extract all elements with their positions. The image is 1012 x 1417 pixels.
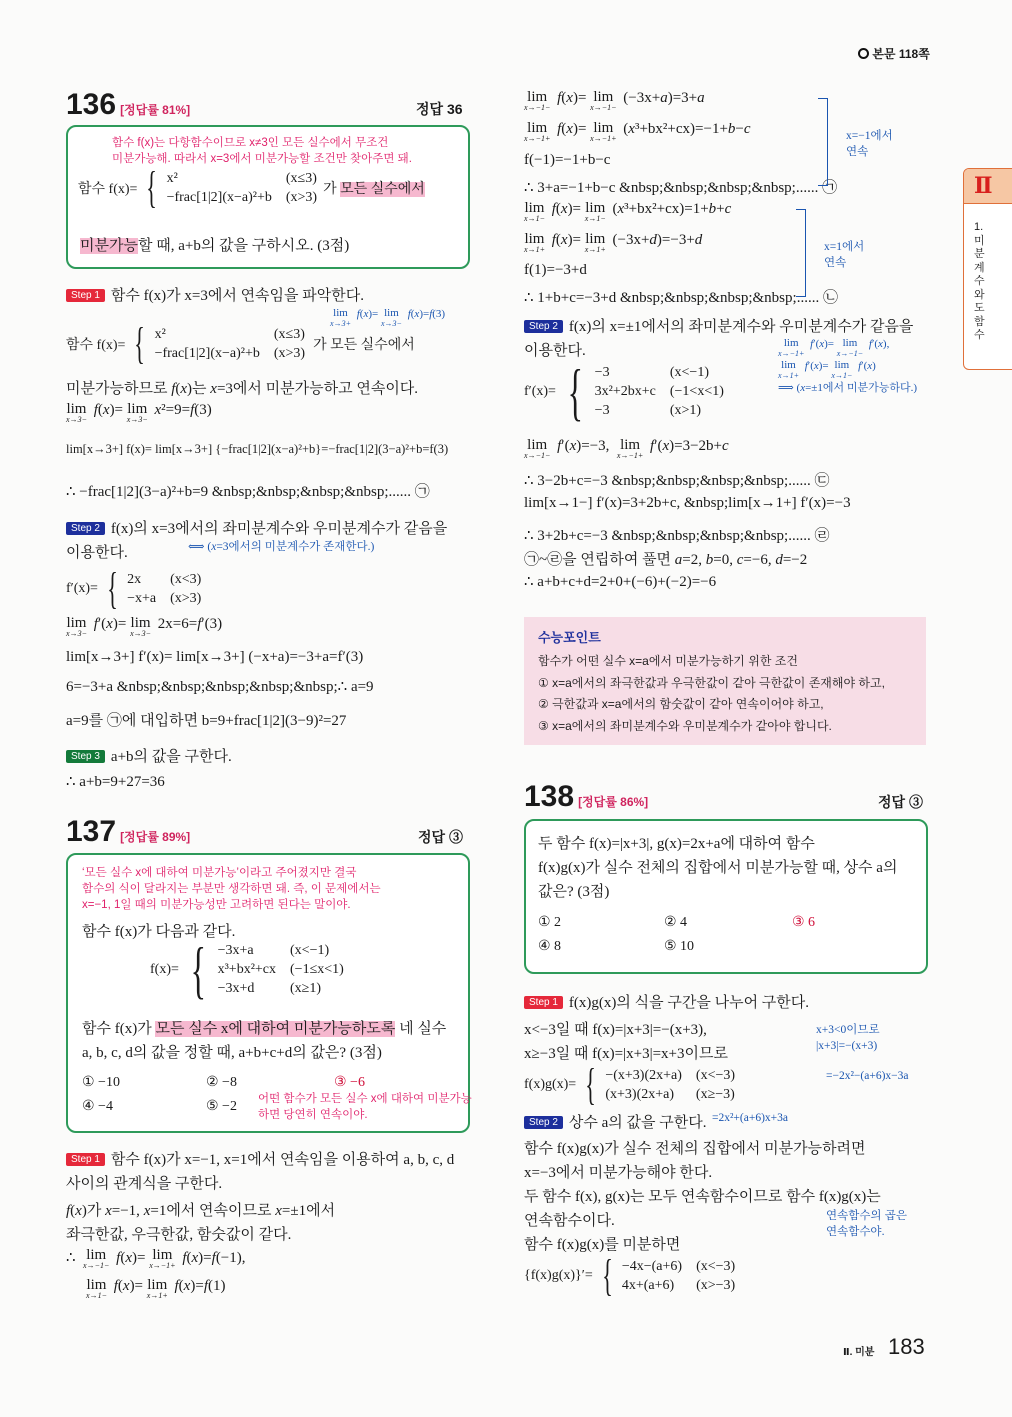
solution-line: f(−1)=−1+b−c xyxy=(524,152,611,168)
abs-note xyxy=(816,1022,880,1054)
solution-line: f(1)=−3+d xyxy=(524,262,587,278)
correct-rate: [정답률 81%] xyxy=(120,103,191,117)
highlight: 미분가능 xyxy=(80,238,138,254)
chapter-tab[interactable] xyxy=(963,168,1012,370)
step-badge: Step 2 xyxy=(524,1116,563,1129)
solution-line: lim x→1− f(x)= lim x→1+ f(x)=f(1) xyxy=(86,1277,226,1300)
case-condition: (x>−3) xyxy=(696,1277,736,1293)
problem-137-function xyxy=(150,934,344,1005)
hint-line: ‘모든 실수 x에 대하여 미분가능’이라고 주어졌지만 결국 xyxy=(82,867,357,879)
choice-1[interactable]: ① 2 xyxy=(538,915,562,930)
step-title: f(x)g(x)의 식을 구간을 나누어 구한다. xyxy=(568,995,810,1011)
step3-136 xyxy=(66,745,232,766)
problem-137-text: 함수 f(x)가 다음과 같다. xyxy=(82,924,236,940)
case-expression: x³+bx²+cx xyxy=(217,962,277,977)
problem-136-header xyxy=(66,88,190,122)
case-expression: x² xyxy=(166,170,178,186)
solution-line: lim[x→3+] f(x)= lim[x→3+] {−frac[1|2](x−a)²+b}=−frac[1|2](3−a)²+b=f(3) xyxy=(66,442,449,456)
hint-line: 함수의 식이 달라지는 부분만 생각하면 돼. 즉, 이 문제에서는 xyxy=(82,883,381,895)
problem-136-text xyxy=(80,234,349,255)
solution-line: 함수 f(x)g(x)를 미분하면 xyxy=(524,1237,681,1253)
solution-line: ∴ −frac[1|2](3−a)²+b=9 &nbsp;&nbsp;&nbsp;&nbsp;...... ㉠ xyxy=(66,484,430,500)
case-condition: (x>3) xyxy=(285,189,318,205)
note-line: x+3<0이므로 xyxy=(816,1024,880,1036)
chapter-char: 도 xyxy=(974,302,985,314)
correct-rate: [정답률 86%] xyxy=(578,795,649,809)
step-badge: Step 2 xyxy=(66,522,105,535)
bracket xyxy=(796,209,806,297)
case-expression: 3x²+2bx+c xyxy=(594,384,656,399)
step-title: a+b의 값을 구한다. xyxy=(110,749,232,765)
page-reference xyxy=(858,45,930,62)
problem-text: 함수 f(x)가 xyxy=(82,1021,156,1037)
function-label: 함수 f(x)= xyxy=(78,182,138,197)
solution-line: ∴ 1+b+c=−3+d &nbsp;&nbsp;&nbsp;&nbsp;...... ㉡ xyxy=(524,290,838,306)
expansion-note: =−2x²−(a+6)x−3a xyxy=(826,1070,909,1082)
function-label: {f(x)g(x)}′= xyxy=(524,1268,593,1283)
step1-tail: 가 모든 실수에서 xyxy=(313,338,415,353)
key-point-title: 수능포인트 xyxy=(538,630,601,645)
solution-line: a=9를 ㉠에 대입하면 b=9+frac[1|2](3−9)²=27 xyxy=(66,713,347,729)
step1-136 xyxy=(66,284,364,305)
key-point-line: ② 극한값과 x=a에서의 함숫값이 같아 연속이어야 하고, xyxy=(538,697,824,711)
key-point-line: 함수가 어떤 실수 x=a에서 미분가능하기 위한 조건 xyxy=(538,654,798,668)
function-label: f(x)g(x)= xyxy=(524,1077,577,1092)
solution-line: ∴ lim x→−1− f(x)= lim x→−1+ f(x)=f(−1), xyxy=(66,1247,246,1270)
correct-rate: [정답률 89%] xyxy=(120,830,191,844)
key-point-line: ③ x=a에서의 좌미분계수와 우미분계수가 같아야 합니다. xyxy=(538,718,832,733)
case-condition: (x<−1) xyxy=(669,365,709,380)
solution-line: ∴ 3+a=−1+b−c &nbsp;&nbsp;&nbsp;&nbsp;...... ㉠ xyxy=(524,180,838,196)
choice-4[interactable]: ④ 8 xyxy=(538,939,562,954)
chapter-char: 1. xyxy=(974,221,984,233)
continuity-note xyxy=(846,128,893,160)
derivative-function xyxy=(524,356,724,427)
solution-line: f(x)가 x=−1, x=1에서 연속이므로 x=±1에서 xyxy=(66,1203,336,1219)
step-badge: Step 1 xyxy=(66,289,105,302)
derivative-function xyxy=(66,564,202,613)
note-line: lim x→1+ f′(x)= lim x→1− f′(x) xyxy=(778,359,876,380)
case-condition: (x≤3) xyxy=(273,326,305,342)
problem-138-text: 값은? (3점) xyxy=(538,884,610,900)
step-badge: Step 2 xyxy=(524,320,563,333)
function-label: f(x)= xyxy=(150,962,179,977)
chapter-title xyxy=(974,221,985,343)
case-expression: −frac[1|2](x−a)²+b xyxy=(166,189,272,205)
hint-line: 하면 당연히 연속이야. xyxy=(258,1109,368,1121)
problem-number: 138 xyxy=(524,780,575,813)
step2-138 xyxy=(524,1111,707,1132)
step-title: f(x)의 x=±1에서의 좌미분계수와 우미분계수가 같음을 xyxy=(568,319,914,335)
solution-line: ∴ 3−2b+c=−3 &nbsp;&nbsp;&nbsp;&nbsp;...... ㉢ xyxy=(524,473,830,489)
function-label: f′(x)= xyxy=(524,384,556,399)
step-badge: Step 1 xyxy=(66,1153,105,1166)
choice-2[interactable]: ② 4 xyxy=(664,915,688,930)
page-number: 183 xyxy=(888,1334,925,1359)
solution-line: lim x→1+ f(x)= lim x→1+ (−3x+d)=−3+d xyxy=(524,231,703,254)
choice-1[interactable]: ① −10 xyxy=(82,1075,120,1090)
answer-136: 정답 36 xyxy=(416,101,463,117)
highlight: 모든 실수 x에 대하여 미분가능하도록 xyxy=(155,1021,396,1037)
chapter-char: 와 xyxy=(974,288,985,301)
hint-line: 어떤 함수가 모든 실수 x에 대하여 미분가능 xyxy=(258,1093,472,1105)
case-condition: (x<3) xyxy=(170,571,202,587)
answer-137: 정답 ③ xyxy=(418,829,463,845)
brace: { xyxy=(107,564,118,613)
solution-line: lim x→1− f(x)= lim x→1− (x³+bx²+cx)=1+b+c xyxy=(524,200,732,223)
chapter-char: 수 xyxy=(974,275,985,287)
key-point-box xyxy=(524,617,926,745)
case-expression: 4x+(a+6) xyxy=(621,1277,675,1293)
solution-line: x=−3에서 미분가능해야 한다. xyxy=(524,1165,713,1181)
note-line: 연속함수의 곱은 xyxy=(826,1210,907,1222)
solution-line: 좌극한값, 우극한값, 함숫값이 같다. xyxy=(66,1227,292,1243)
problem-number: 137 xyxy=(66,815,117,848)
case-expression: −4x−(a+6) xyxy=(621,1258,683,1274)
problem-136-function xyxy=(78,163,425,212)
note-line: 연속 xyxy=(846,146,869,158)
chapter-char: 계 xyxy=(974,261,985,274)
solution-line: lim[x→1−] f′(x)=3+2b+c, &nbsp;lim[x→1+] f′(x)=−3 xyxy=(524,495,851,511)
problem-137-text: a, b, c, d의 값을 정할 때, a+b+c+d의 값은? (3점) xyxy=(82,1045,382,1061)
hint-note xyxy=(82,865,381,913)
case-condition: (x≥−3) xyxy=(695,1086,735,1102)
case-expression: −(x+3)(2x+a) xyxy=(605,1067,682,1083)
function-label: f′(x)= xyxy=(66,581,98,596)
solution-line: x≥−3일 때 f(x)=|x+3|=x+3이므로 xyxy=(524,1046,728,1062)
bracket xyxy=(818,98,828,186)
choice-2[interactable]: ② −8 xyxy=(206,1075,237,1090)
solution-line: lim x→3− f′(x)= lim x→3− 2x=6=f′(3) xyxy=(66,615,223,638)
step-title: f(x)의 x=3에서의 좌미분계수와 우미분계수가 같음을 xyxy=(110,521,448,537)
solution-line: lim x→−1− f′(x)=−3, lim x→−1+ f′(x)=3−2b+c xyxy=(524,437,729,460)
step1-138 xyxy=(524,991,809,1012)
product-derivative xyxy=(524,1251,736,1300)
hint-line: 함수 f(x)는 다항함수이므로 x≠3인 모든 실수에서 무조건 xyxy=(112,137,389,149)
step-title: 상수 a의 값을 구한다. xyxy=(568,1115,707,1131)
expansion-note: =2x²+(a+6)x+3a xyxy=(712,1112,789,1124)
problem-text: 할 때, a+b의 값을 구하시오. (3점) xyxy=(137,238,350,254)
continuity-note xyxy=(826,1208,907,1240)
chapter-roman: Ⅱ xyxy=(974,173,993,198)
solution-line: 함수 f(x)g(x)가 실수 전체의 집합에서 미분가능하려면 xyxy=(524,1141,866,1157)
solution-line: lim x→3− f(x)= lim x→3− x²=9=f(3) xyxy=(66,401,212,424)
chapter-char: 미 xyxy=(974,234,985,247)
solution-line: lim[x→3+] f′(x)= lim[x→3+] (−x+a)=−3+a=f′(3) xyxy=(66,649,364,665)
circle-bullet-icon xyxy=(858,48,869,59)
solution-line: lim x→−1− f(x)= lim x→−1− (−3x+a)=3+a xyxy=(524,89,705,112)
answer-138: 정답 ③ xyxy=(878,794,923,810)
hint-note xyxy=(112,135,412,167)
case-expression: −x+a xyxy=(127,590,157,606)
cases xyxy=(218,943,344,997)
case-expression: −3x+d xyxy=(217,981,255,996)
solution-line: 6=−3+a &nbsp;&nbsp;&nbsp;&nbsp;&nbsp;∴ a=9 xyxy=(66,679,374,695)
note-line: 연속 xyxy=(824,257,847,269)
step-title: 함수 f(x)가 x=−1, x=1에서 연속임을 이용하여 a, b, c, d xyxy=(110,1152,455,1168)
brace: { xyxy=(567,356,583,427)
solution-line: x<−3일 때 f(x)=|x+3|=−(x+3), xyxy=(524,1022,707,1038)
case-expression: −3 xyxy=(594,365,610,380)
tail-text: 가 xyxy=(323,182,341,197)
solution-line: ㉠~㉣을 연립하여 풀면 a=2, b=0, c=−6, d=−2 xyxy=(524,552,808,568)
step2-137 xyxy=(524,315,913,336)
choice-5[interactable]: ⑤ −2 xyxy=(206,1099,237,1114)
problem-137-text xyxy=(82,1017,446,1038)
hint-line: 미분가능해. 따라서 x=3에서 미분가능할 조건만 찾아주면 돼. xyxy=(112,153,412,165)
brace: { xyxy=(602,1251,613,1300)
case-condition: (x<−3) xyxy=(695,1067,736,1083)
problem-number: 136 xyxy=(66,88,117,121)
case-expression: −3x+a xyxy=(217,943,254,958)
note-line: 연속함수야. xyxy=(826,1226,885,1238)
chapter-char: 함 xyxy=(974,315,985,328)
step-badge: Step 3 xyxy=(66,750,105,763)
case-condition: (−1≤x<1) xyxy=(290,962,344,977)
problem-tail xyxy=(323,178,425,198)
case-condition: (x>3) xyxy=(170,590,202,606)
brace: { xyxy=(134,319,146,368)
step2-text: 이용한다. xyxy=(524,343,586,359)
solution-line: 연속함수이다. xyxy=(524,1213,615,1229)
choice-4[interactable]: ④ −4 xyxy=(82,1099,113,1114)
footer-section: Ⅱ. 미분 xyxy=(843,1347,875,1358)
note-line: lim x→−1+ f′(x)= lim x→−1− f′(x), xyxy=(778,337,890,358)
case-condition: (−1<x<1) xyxy=(669,384,724,399)
function-label: 함수 f(x)= xyxy=(66,338,126,353)
step2-text: 이용한다. xyxy=(66,545,128,561)
cases xyxy=(595,365,724,419)
choice-5[interactable]: ⑤ 10 xyxy=(664,939,695,954)
solution-line: ∴ a+b+c+d=2+0+(−6)+(−2)=−6 xyxy=(524,574,717,590)
case-condition: (x>3) xyxy=(273,345,306,361)
case-expression: 2x xyxy=(127,571,142,587)
solution-line: ∴ 3+2b+c=−3 &nbsp;&nbsp;&nbsp;&nbsp;...... ㉣ xyxy=(524,528,830,544)
problem-138-header xyxy=(524,780,648,814)
problem-138-text: 두 함수 f(x)=|x+3|, g(x)=2x+a에 대하여 함수 xyxy=(538,836,815,852)
step-title: 함수 f(x)가 x=3에서 연속임을 파악한다. xyxy=(110,288,364,304)
note-line: x=−1에서 xyxy=(846,130,893,142)
case-expression: −frac[1|2](x−a)²+b xyxy=(154,345,260,361)
key-point-line: ① x=a에서의 좌극한값과 우극한값이 같아 극한값이 존재해야 하고, xyxy=(538,675,885,690)
cases xyxy=(605,1068,735,1103)
solution-line: lim x→−1+ f(x)= lim x→−1+ (x³+bx²+cx)=−1+b−c xyxy=(524,120,751,143)
cases xyxy=(155,327,306,362)
limit-note: lim x→3+ f(x)= lim x→3− f(x)=f(3) xyxy=(330,307,446,328)
hint-note xyxy=(258,1091,472,1123)
brace: { xyxy=(146,163,158,212)
step2-136 xyxy=(66,517,447,538)
key-point-body xyxy=(538,651,885,737)
note-line: ⟹ (x=±1에서 미분가능하다.) xyxy=(778,382,917,394)
note-line: x=1에서 xyxy=(824,241,865,253)
case-condition: (x<−1) xyxy=(290,943,330,958)
hint-line: x=−1, 1일 때의 미분가능성만 고려하면 된다는 말이야. xyxy=(82,899,351,911)
continuity-note xyxy=(824,239,864,271)
note-line: |x+3|=−(x+3) xyxy=(816,1040,878,1052)
cases xyxy=(127,572,201,607)
chapter-tab-header xyxy=(964,169,1012,204)
solution-line: 두 함수 f(x), g(x)는 모두 연속함수이므로 함수 f(x)g(x)는 xyxy=(524,1189,881,1205)
page-reference-text: 본문 118쪽 xyxy=(872,47,930,61)
chapter-char: 수 xyxy=(974,329,985,341)
cases xyxy=(622,1259,735,1294)
case-expression: (x+3)(2x+a) xyxy=(605,1086,674,1102)
brace: { xyxy=(190,934,206,1005)
chapter-char: 분 xyxy=(974,248,985,260)
case-condition: (x≥1) xyxy=(290,981,322,996)
case-expression: −3 xyxy=(594,403,610,418)
choice-3-checked[interactable]: ③ 6 xyxy=(792,915,816,930)
step-badge: Step 1 xyxy=(524,996,563,1009)
solution-line: 미분가능하므로 f(x)는 x=3에서 미분가능하고 연속이다. xyxy=(66,381,419,397)
step1-function xyxy=(66,319,415,368)
problem-text: 네 실수 xyxy=(395,1021,447,1037)
derivative-note xyxy=(778,336,917,396)
problem-138-text: f(x)g(x)가 실수 전체의 집합에서 미분가능할 때, 상수 a의 xyxy=(538,860,898,876)
highlight: 모든 실수에서 xyxy=(340,182,425,197)
case-condition: (x≤3) xyxy=(285,170,317,186)
product-function xyxy=(524,1060,736,1109)
cases xyxy=(167,171,318,206)
case-condition: (x<−3) xyxy=(696,1258,736,1274)
case-expression: x² xyxy=(154,326,166,342)
problem-137-header xyxy=(66,815,190,849)
step1-text: 사이의 관계식을 구한다. xyxy=(66,1176,223,1192)
case-condition: (x>1) xyxy=(669,403,702,418)
final-answer: ∴ a+b=9+27=36 xyxy=(66,774,165,790)
brace: { xyxy=(585,1060,597,1109)
derivative-note: ⟺ (x=3에서의 미분계수가 존재한다.) xyxy=(188,541,375,553)
choice-3-checked[interactable]: ③ −6 xyxy=(334,1075,365,1090)
step1-137 xyxy=(66,1148,454,1169)
